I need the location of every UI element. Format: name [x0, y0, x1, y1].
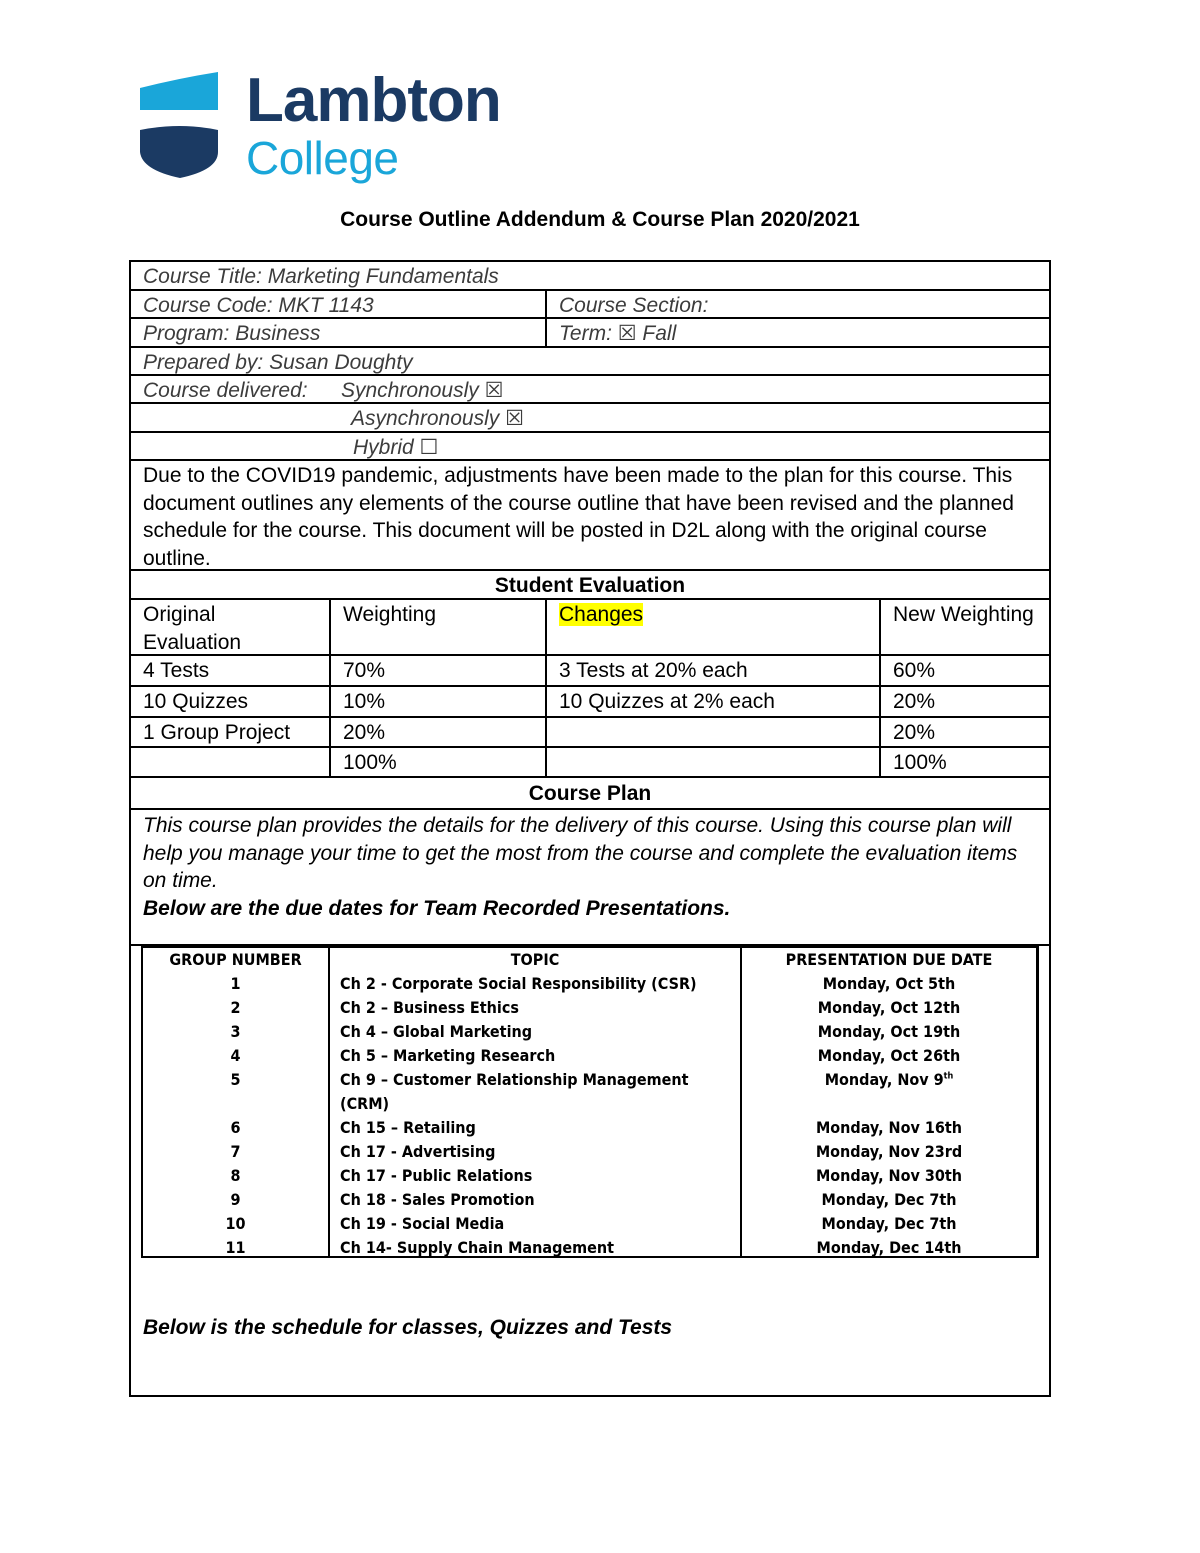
- topic: Ch 4 – Global Marketing: [340, 1022, 533, 1041]
- topic-header: TOPIC: [510, 950, 560, 969]
- eval-changes: 10 Quizzes at 2% each: [545, 687, 879, 716]
- group-number: 9: [230, 1190, 241, 1209]
- delivery-hybrid: Hybrid ☐: [353, 436, 439, 459]
- evaluation-row: [131, 656, 1049, 687]
- topic: Ch 2 – Business Ethics: [340, 998, 519, 1017]
- eval-original: [131, 748, 329, 776]
- topic: Ch 9 – Customer Relationship Management: [340, 1070, 689, 1089]
- due-date: Monday, Oct 26th: [817, 1046, 961, 1065]
- eval-weighting: 10%: [329, 687, 545, 716]
- due-date-column: [740, 948, 1038, 1256]
- row-delivered: [131, 376, 1049, 404]
- course-plan-intro-cell: [131, 810, 1049, 944]
- eval-new-weighting: 20%: [879, 718, 1049, 746]
- course-outline-table: [129, 260, 1051, 1397]
- topic: Ch 14- Supply Chain Management: [340, 1238, 615, 1257]
- evaluation-heading: Student Evaluation: [494, 574, 686, 597]
- due-date: Monday, Dec 14th: [816, 1238, 962, 1257]
- topic: Ch 2 - Corporate Social Responsibility (CSR): [340, 974, 697, 993]
- eval-new-weighting-total: 100%: [879, 748, 1049, 776]
- group-number: 10: [225, 1214, 246, 1233]
- group-number: 7: [230, 1142, 241, 1161]
- row-course-code: [131, 291, 1049, 319]
- header-new-weighting: New Weighting: [879, 600, 1049, 654]
- row-prepared-by: [131, 348, 1049, 376]
- college-logo: [140, 66, 520, 184]
- eval-weighting-total: 100%: [329, 748, 545, 776]
- program: Program: Business: [143, 322, 321, 345]
- eval-changes: [545, 718, 879, 746]
- eval-original: 10 Quizzes: [143, 690, 249, 713]
- header-original-evaluation: Original Evaluation: [143, 603, 242, 654]
- due-date-superscript: th: [943, 1071, 954, 1082]
- due-date-header: PRESENTATION DUE DATE: [785, 950, 993, 969]
- course-plan-intro: This course plan provides the details for the delivery of this course. Using this course plan will help you manage your time to get the most from the course and complete the evaluation items on time.: [143, 814, 1018, 892]
- row-covid-note: [131, 461, 1049, 571]
- eval-weighting: 20%: [329, 718, 545, 746]
- covid-note: Due to the COVID19 pandemic, adjustments have been made to the plan for this course. This document outlines any elements of the course outline that have been revised and the planned schedule for the course. This document will be posted in D2L along with the original course outline.: [143, 464, 1014, 569]
- eval-new-weighting: 60%: [879, 656, 1049, 685]
- due-date: Monday, Dec 7th: [821, 1214, 957, 1233]
- header-weighting: Weighting: [329, 600, 545, 654]
- course-plan-heading: Course Plan: [528, 782, 652, 805]
- evaluation-row: [131, 687, 1049, 718]
- group-number: 3: [230, 1022, 241, 1041]
- header-changes-cell: [545, 600, 879, 654]
- logo-word-college: College: [246, 132, 399, 184]
- evaluation-total-row: [131, 748, 1049, 778]
- term: Term: ☒ Fall: [545, 319, 1049, 346]
- topic: Ch 15 – Retailing: [340, 1118, 476, 1137]
- group-number: 4: [230, 1046, 241, 1065]
- group-number-column: [143, 948, 328, 1256]
- topic: Ch 18 - Sales Promotion: [340, 1190, 535, 1209]
- group-number-header: GROUP NUMBER: [169, 950, 302, 969]
- due-date: [742, 1092, 1036, 1116]
- eval-original: 1 Group Project: [143, 721, 291, 744]
- row-course-title: [131, 262, 1049, 291]
- group-number: 1: [230, 974, 241, 993]
- delivery-asynchronously: Asynchronously ☒: [351, 407, 524, 430]
- group-number: 5: [230, 1070, 241, 1089]
- row-program: [131, 319, 1049, 348]
- row-eval-heading: [131, 571, 1049, 600]
- shield-icon: [140, 72, 220, 180]
- eval-original: 4 Tests: [143, 659, 210, 682]
- due-date: Monday, Nov 30th: [815, 1166, 963, 1185]
- delivered-label: Course delivered:: [143, 379, 308, 402]
- schedule-intro: Below is the schedule for classes, Quizzes and Tests: [143, 1316, 673, 1339]
- due-date: Monday, Oct 12th: [817, 998, 961, 1017]
- group-presentations-table: [141, 946, 1039, 1258]
- group-number: 6: [230, 1118, 241, 1137]
- group-number: 2: [230, 998, 241, 1017]
- eval-weighting: 70%: [329, 656, 545, 685]
- course-code: Course Code: MKT 1143: [143, 294, 374, 317]
- topic: (CRM): [340, 1094, 390, 1113]
- row-plan-heading: [131, 778, 1049, 810]
- row-plan-intro: [131, 810, 1049, 946]
- evaluation-header-row: [131, 600, 1049, 656]
- due-date: Monday, Nov 23rd: [815, 1142, 963, 1161]
- due-date: Monday, Nov 9: [824, 1070, 944, 1089]
- topic: Ch 5 – Marketing Research: [340, 1046, 556, 1065]
- group-number: [143, 1092, 328, 1116]
- evaluation-row: [131, 718, 1049, 748]
- delivery-synchronously: Synchronously ☒: [341, 379, 504, 402]
- due-date-cell: [742, 1068, 1036, 1092]
- group-number: 8: [230, 1166, 241, 1185]
- due-dates-intro: Below are the due dates for Team Recorded Presentations.: [143, 896, 731, 920]
- eval-changes: [545, 748, 879, 776]
- group-number: 11: [225, 1238, 246, 1257]
- course-title: Course Title: Marketing Fundamentals: [143, 265, 499, 288]
- course-section: Course Section:: [545, 291, 1049, 317]
- document-title: Course Outline Addendum & Course Plan 2020/2021: [340, 208, 860, 231]
- prepared-by: Prepared by: Susan Doughty: [143, 351, 413, 374]
- due-date: Monday, Oct 19th: [817, 1022, 961, 1041]
- row-hybrid: [131, 433, 1049, 461]
- topic-column: [328, 948, 740, 1256]
- eval-new-weighting: 20%: [879, 687, 1049, 716]
- topic: Ch 17 - Public Relations: [340, 1166, 533, 1185]
- topic: Ch 17 - Advertising: [340, 1142, 496, 1161]
- eval-changes: 3 Tests at 20% each: [545, 656, 879, 685]
- row-async: [131, 404, 1049, 433]
- header-changes: Changes: [559, 603, 644, 626]
- topic: Ch 19 - Social Media: [340, 1214, 505, 1233]
- due-date: Monday, Dec 7th: [821, 1190, 957, 1209]
- logo-word-lambton: Lambton: [246, 66, 501, 135]
- due-date: Monday, Nov 16th: [815, 1118, 963, 1137]
- due-date: Monday, Oct 5th: [822, 974, 956, 993]
